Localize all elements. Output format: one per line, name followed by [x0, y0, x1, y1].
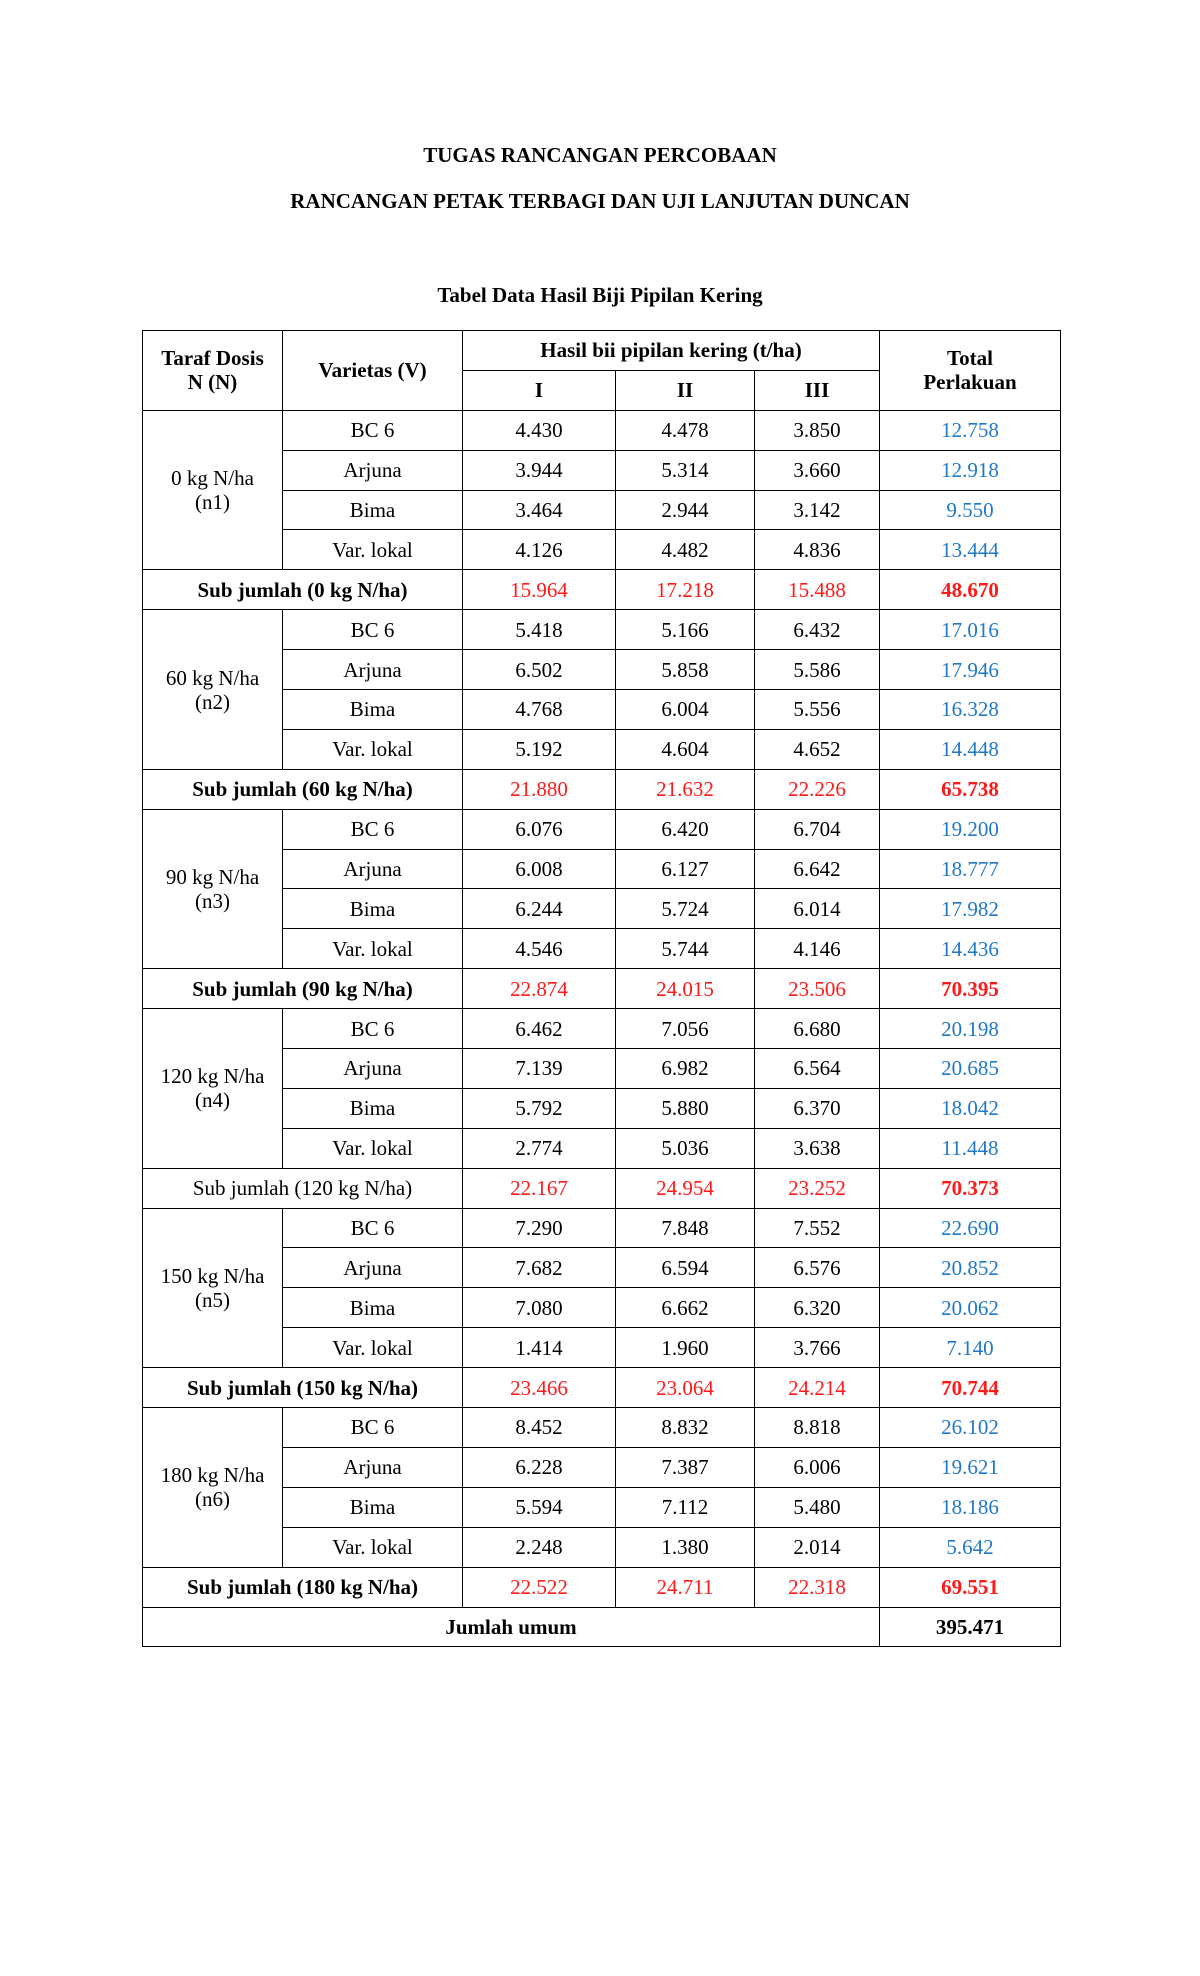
rep-2-cell: 5.880 — [616, 1088, 755, 1128]
rep-2-cell: 5.314 — [616, 450, 755, 490]
variety-cell: Arjuna — [283, 1049, 463, 1089]
rep-1-cell: 8.452 — [463, 1408, 616, 1448]
rep-1-cell: 6.462 — [463, 1009, 616, 1049]
rep-3-cell: 3.142 — [755, 490, 880, 530]
rep-3-cell: 4.836 — [755, 530, 880, 570]
rep-2-cell: 5.724 — [616, 889, 755, 929]
rep-3-cell: 4.146 — [755, 929, 880, 969]
rep-1-cell: 7.682 — [463, 1248, 616, 1288]
rep-2-cell: 1.380 — [616, 1527, 755, 1567]
subtotal-rep-3: 23.506 — [755, 969, 880, 1009]
rep-1-cell: 2.774 — [463, 1128, 616, 1168]
header-yield: Hasil bii pipilan kering (t/ha) — [463, 331, 880, 371]
rep-1-cell: 7.139 — [463, 1049, 616, 1089]
dose-cell — [143, 809, 283, 969]
rep-1-cell: 6.228 — [463, 1447, 616, 1487]
yield-data-table — [142, 330, 1061, 1647]
dose-cell — [143, 1208, 283, 1368]
rep-2-cell: 8.832 — [616, 1408, 755, 1448]
table-row — [143, 610, 1061, 650]
subtotal-rep-3: 22.318 — [755, 1567, 880, 1607]
rep-2-cell: 7.112 — [616, 1487, 755, 1527]
subtotal-rep-3: 15.488 — [755, 570, 880, 610]
table-row — [143, 809, 1061, 849]
dose-code: (n1) — [195, 490, 230, 515]
total-perlakuan-cell: 11.448 — [880, 1128, 1061, 1168]
dose-code: (n4) — [195, 1088, 230, 1113]
subtotal-row — [143, 1168, 1061, 1208]
total-perlakuan-cell: 13.444 — [880, 530, 1061, 570]
rep-2-cell: 6.127 — [616, 849, 755, 889]
variety-cell: Arjuna — [283, 650, 463, 690]
dose-cell — [143, 410, 283, 570]
subtotal-rep-1: 22.167 — [463, 1168, 616, 1208]
subtotal-rep-2: 24.954 — [616, 1168, 755, 1208]
subtotal-rep-1: 15.964 — [463, 570, 616, 610]
total-perlakuan-cell: 14.448 — [880, 729, 1061, 769]
header-dose-line2: N (N) — [187, 370, 238, 395]
rep-3-cell: 3.850 — [755, 410, 880, 450]
rep-1-cell: 3.464 — [463, 490, 616, 530]
header-dose — [143, 331, 283, 411]
rep-2-cell: 6.982 — [616, 1049, 755, 1089]
rep-2-cell: 5.744 — [616, 929, 755, 969]
variety-cell: Arjuna — [283, 450, 463, 490]
variety-cell: Bima — [283, 889, 463, 929]
rep-2-cell: 7.056 — [616, 1009, 755, 1049]
dose-label: 60 kg N/ha — [165, 665, 260, 690]
total-perlakuan-cell: 7.140 — [880, 1328, 1061, 1368]
subtotal-label: Sub jumlah (150 kg N/ha) — [143, 1368, 463, 1408]
dose-label: 180 kg N/ha — [160, 1463, 265, 1488]
total-perlakuan-cell: 18.186 — [880, 1487, 1061, 1527]
subtotal-row — [143, 1368, 1061, 1408]
rep-1-cell: 4.126 — [463, 530, 616, 570]
subtotal-row — [143, 570, 1061, 610]
header-variety: Varietas (V) — [283, 331, 463, 411]
total-perlakuan-cell: 19.200 — [880, 809, 1061, 849]
variety-cell: Arjuna — [283, 849, 463, 889]
subtotal-label: Sub jumlah (60 kg N/ha) — [143, 769, 463, 809]
grand-total-value: 395.471 — [880, 1607, 1061, 1647]
total-perlakuan-cell: 17.982 — [880, 889, 1061, 929]
subtotal-label: Sub jumlah (180 kg N/ha) — [143, 1567, 463, 1607]
grand-total-row — [143, 1607, 1061, 1647]
subtotal-rep-1: 22.522 — [463, 1567, 616, 1607]
variety-cell: Bima — [283, 1088, 463, 1128]
rep-1-cell: 7.080 — [463, 1288, 616, 1328]
dose-label: 0 kg N/ha — [171, 466, 254, 491]
header-rep-3: III — [755, 370, 880, 410]
variety-cell: Arjuna — [283, 1248, 463, 1288]
subtotal-total: 69.551 — [880, 1567, 1061, 1607]
dose-cell — [143, 610, 283, 770]
table-row — [143, 1009, 1061, 1049]
rep-1-cell: 5.792 — [463, 1088, 616, 1128]
rep-2-cell: 6.594 — [616, 1248, 755, 1288]
variety-cell: Var. lokal — [283, 729, 463, 769]
variety-cell: BC 6 — [283, 410, 463, 450]
document-title: TUGAS RANCANGAN PERCOBAAN — [423, 143, 777, 167]
subtotal-label: Sub jumlah (120 kg N/ha) — [143, 1168, 463, 1208]
subtotal-rep-2: 17.218 — [616, 570, 755, 610]
dose-code: (n3) — [195, 888, 230, 913]
subtotal-rep-2: 23.064 — [616, 1368, 755, 1408]
variety-cell: BC 6 — [283, 809, 463, 849]
rep-1-cell: 2.248 — [463, 1527, 616, 1567]
variety-cell: BC 6 — [283, 1009, 463, 1049]
rep-3-cell: 4.652 — [755, 729, 880, 769]
rep-1-cell: 6.008 — [463, 849, 616, 889]
rep-1-cell: 5.594 — [463, 1487, 616, 1527]
grand-total-label: Jumlah umum — [143, 1607, 880, 1647]
total-perlakuan-cell: 5.642 — [880, 1527, 1061, 1567]
rep-2-cell: 7.387 — [616, 1447, 755, 1487]
dose-cell — [143, 1009, 283, 1169]
dose-code: (n5) — [195, 1287, 230, 1312]
rep-1-cell: 4.430 — [463, 410, 616, 450]
rep-3-cell: 6.006 — [755, 1447, 880, 1487]
rep-3-cell: 6.576 — [755, 1248, 880, 1288]
rep-1-cell: 5.192 — [463, 729, 616, 769]
total-perlakuan-cell: 20.852 — [880, 1248, 1061, 1288]
rep-3-cell: 5.556 — [755, 690, 880, 730]
total-perlakuan-cell: 26.102 — [880, 1408, 1061, 1448]
variety-cell: Bima — [283, 690, 463, 730]
variety-cell: Var. lokal — [283, 1328, 463, 1368]
total-perlakuan-cell: 14.436 — [880, 929, 1061, 969]
rep-2-cell: 2.944 — [616, 490, 755, 530]
dose-label: 120 kg N/ha — [160, 1064, 265, 1089]
rep-1-cell: 4.546 — [463, 929, 616, 969]
table-body — [143, 410, 1061, 1647]
rep-1-cell: 7.290 — [463, 1208, 616, 1248]
subtotal-total: 70.373 — [880, 1168, 1061, 1208]
rep-2-cell: 1.960 — [616, 1328, 755, 1368]
header-total — [880, 331, 1061, 411]
rep-1-cell: 5.418 — [463, 610, 616, 650]
rep-2-cell: 5.166 — [616, 610, 755, 650]
table-header-row — [143, 331, 1061, 371]
table-row — [143, 1408, 1061, 1448]
header-dose-line1: Taraf Dosis — [161, 346, 264, 371]
subtotal-total: 48.670 — [880, 570, 1061, 610]
total-perlakuan-cell: 18.777 — [880, 849, 1061, 889]
rep-2-cell: 6.662 — [616, 1288, 755, 1328]
variety-cell: Var. lokal — [283, 929, 463, 969]
variety-cell: BC 6 — [283, 610, 463, 650]
total-perlakuan-cell: 22.690 — [880, 1208, 1061, 1248]
total-perlakuan-cell: 17.016 — [880, 610, 1061, 650]
table-row — [143, 1208, 1061, 1248]
rep-3-cell: 5.586 — [755, 650, 880, 690]
rep-3-cell: 5.480 — [755, 1487, 880, 1527]
rep-3-cell: 3.638 — [755, 1128, 880, 1168]
rep-3-cell: 6.704 — [755, 809, 880, 849]
subtotal-rep-1: 23.466 — [463, 1368, 616, 1408]
subtotal-rep-1: 22.874 — [463, 969, 616, 1009]
rep-3-cell: 6.680 — [755, 1009, 880, 1049]
variety-cell: Bima — [283, 1487, 463, 1527]
header-total-line2: Perlakuan — [923, 370, 1017, 395]
rep-3-cell: 3.660 — [755, 450, 880, 490]
subtotal-total: 65.738 — [880, 769, 1061, 809]
subtotal-row — [143, 969, 1061, 1009]
total-perlakuan-cell: 18.042 — [880, 1088, 1061, 1128]
subtotal-row — [143, 769, 1061, 809]
rep-1-cell: 6.076 — [463, 809, 616, 849]
subtotal-rep-3: 24.214 — [755, 1368, 880, 1408]
rep-2-cell: 4.604 — [616, 729, 755, 769]
rep-3-cell: 6.320 — [755, 1288, 880, 1328]
header-rep-2: II — [616, 370, 755, 410]
subtotal-total: 70.395 — [880, 969, 1061, 1009]
total-perlakuan-cell: 19.621 — [880, 1447, 1061, 1487]
rep-2-cell: 6.004 — [616, 690, 755, 730]
dose-code: (n6) — [195, 1487, 230, 1512]
rep-3-cell: 6.370 — [755, 1088, 880, 1128]
rep-1-cell: 3.944 — [463, 450, 616, 490]
document-subtitle: RANCANGAN PETAK TERBAGI DAN UJI LANJUTAN DUNCAN — [290, 189, 910, 213]
total-perlakuan-cell: 12.758 — [880, 410, 1061, 450]
header-total-line1: Total — [947, 346, 993, 371]
dose-label: 90 kg N/ha — [165, 864, 260, 889]
variety-cell: Bima — [283, 490, 463, 530]
rep-3-cell: 8.818 — [755, 1408, 880, 1448]
variety-cell: Var. lokal — [283, 530, 463, 570]
total-perlakuan-cell: 20.198 — [880, 1009, 1061, 1049]
rep-2-cell: 5.858 — [616, 650, 755, 690]
total-perlakuan-cell: 20.685 — [880, 1049, 1061, 1089]
variety-cell: BC 6 — [283, 1408, 463, 1448]
rep-2-cell: 6.420 — [616, 809, 755, 849]
rep-3-cell: 3.766 — [755, 1328, 880, 1368]
rep-3-cell: 6.014 — [755, 889, 880, 929]
subtotal-rep-3: 23.252 — [755, 1168, 880, 1208]
variety-cell: Var. lokal — [283, 1128, 463, 1168]
total-perlakuan-cell: 20.062 — [880, 1288, 1061, 1328]
variety-cell: Var. lokal — [283, 1527, 463, 1567]
rep-2-cell: 7.848 — [616, 1208, 755, 1248]
subtotal-rep-2: 24.711 — [616, 1567, 755, 1607]
subtotal-rep-2: 21.632 — [616, 769, 755, 809]
dose-code: (n2) — [195, 689, 230, 714]
variety-cell: BC 6 — [283, 1208, 463, 1248]
rep-3-cell: 6.564 — [755, 1049, 880, 1089]
total-perlakuan-cell: 16.328 — [880, 690, 1061, 730]
table-caption: Tabel Data Hasil Biji Pipilan Kering — [437, 283, 763, 307]
subtotal-rep-1: 21.880 — [463, 769, 616, 809]
rep-2-cell: 4.482 — [616, 530, 755, 570]
rep-3-cell: 6.642 — [755, 849, 880, 889]
subtotal-rep-3: 22.226 — [755, 769, 880, 809]
total-perlakuan-cell: 9.550 — [880, 490, 1061, 530]
subtotal-label: Sub jumlah (90 kg N/ha) — [143, 969, 463, 1009]
subtotal-rep-2: 24.015 — [616, 969, 755, 1009]
variety-cell: Bima — [283, 1288, 463, 1328]
subtotal-total: 70.744 — [880, 1368, 1061, 1408]
table-row — [143, 410, 1061, 450]
rep-2-cell: 4.478 — [616, 410, 755, 450]
rep-1-cell: 6.244 — [463, 889, 616, 929]
rep-3-cell: 6.432 — [755, 610, 880, 650]
rep-3-cell: 7.552 — [755, 1208, 880, 1248]
rep-1-cell: 6.502 — [463, 650, 616, 690]
total-perlakuan-cell: 17.946 — [880, 650, 1061, 690]
rep-3-cell: 2.014 — [755, 1527, 880, 1567]
dose-cell — [143, 1408, 283, 1568]
subtotal-label: Sub jumlah (0 kg N/ha) — [143, 570, 463, 610]
total-perlakuan-cell: 12.918 — [880, 450, 1061, 490]
subtotal-row — [143, 1567, 1061, 1607]
rep-2-cell: 5.036 — [616, 1128, 755, 1168]
rep-1-cell: 1.414 — [463, 1328, 616, 1368]
rep-1-cell: 4.768 — [463, 690, 616, 730]
header-rep-1: I — [463, 370, 616, 410]
variety-cell: Arjuna — [283, 1447, 463, 1487]
dose-label: 150 kg N/ha — [160, 1263, 265, 1288]
